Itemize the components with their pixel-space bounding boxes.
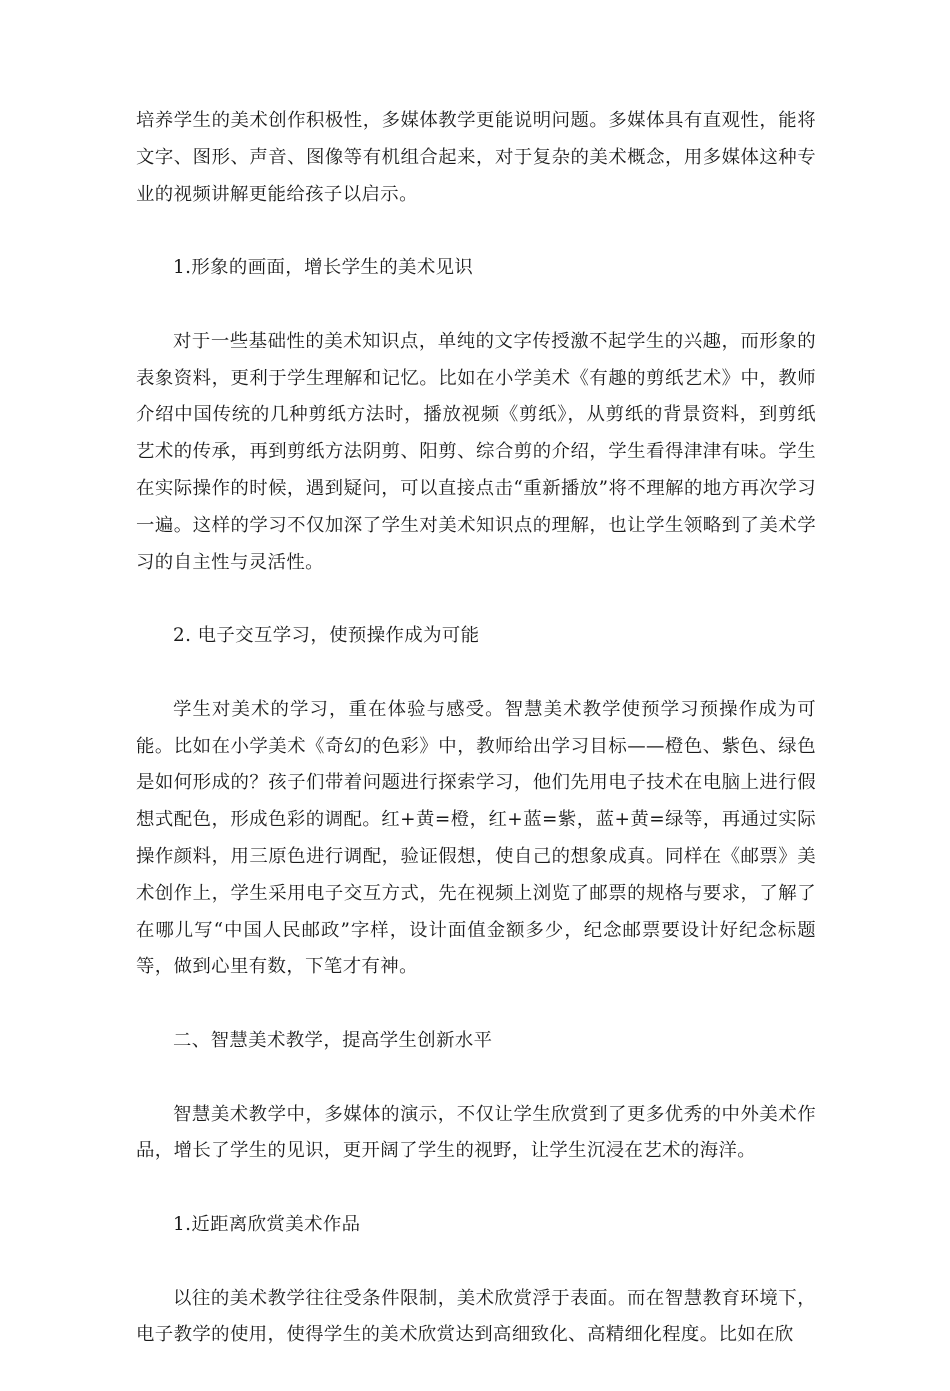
section-heading-2: 2. 电子交互学习，使预操作成为可能 bbox=[173, 625, 480, 647]
body-paragraph-4: 智慧美术教学中，多媒体的演示，不仅让学生欣赏到了更多优秀的中外美术作品，增长了学生的见识，更开阔了学生的视野，让学生沉浸在艺术的海洋。 bbox=[136, 1103, 816, 1162]
section-heading-3: 1.近距离欣赏美术作品 bbox=[173, 1213, 361, 1235]
body-paragraph-1: 培养学生的美术创作积极性，多媒体教学更能说明问题。多媒体具有直观性，能将文字、图形、声音、图像等有机组合起来，对于复杂的美术概念，用多媒体这种专业的视频讲解更能给孩子以启示。 bbox=[136, 110, 816, 205]
body-paragraph-5: 以往的美术教学往往受条件限制，美术欣赏浮于表面。而在智慧教育环境下，电子教学的使用，使得学生的美术欣赏达到高细致化、高精细化程度。比如在欣 bbox=[136, 1287, 816, 1346]
section-heading-1: 1.形象的画面，增长学生的美术见识 bbox=[173, 257, 474, 279]
body-paragraph-3: 学生对美术的学习，重在体验与感受。智慧美术教学使预学习预操作成为可能。比如在小学美术《奇幻的色彩》中，教师给出学习目标——橙色、紫色、绿色是如何形成的？孩子们带着问题进行探索学习，他们先用电子技术在电脑上进行假想式配色，形成色彩的调配。红+黄=橙，红+蓝=紫，蓝+黄=绿等，再通过实际操作颜料，用三原色进行调配，验证假想，使自己的想象成真。同样在《邮票》美术创作上，学生采用电子交互方式，先在视频上浏览了邮票的规格与要求，了解了在哪儿写“中国人民邮政”字样，设计面值金额多少，纪念邮票要设计好纪念标题等，做到心里有数，下笔才有神。 bbox=[136, 698, 816, 978]
chapter-heading-2: 二、智慧美术教学，提高学生创新水平 bbox=[173, 1029, 493, 1051]
body-paragraph-2: 对于一些基础性的美术知识点，单纯的文字传授激不起学生的兴趣，而形象的表象资料，更利于学生理解和记忆。比如在小学美术《有趣的剪纸艺术》中，教师介绍中国传统的几种剪纸方法时，播放视频《剪纸》，从剪纸的背景资料，到剪纸艺术的传承，再到剪纸方法阴剪、阳剪、综合剪的介绍，学生看得津津有味。学生在实际操作的时候，遇到疑问，可以直接点击“重新播放”将不理解的地方再次学习一遍。这样的学习不仅加深了学生对美术知识点的理解，也让学生领略到了美术学习的自主性与灵活性。 bbox=[136, 330, 816, 573]
document-page bbox=[136, 103, 816, 1391]
